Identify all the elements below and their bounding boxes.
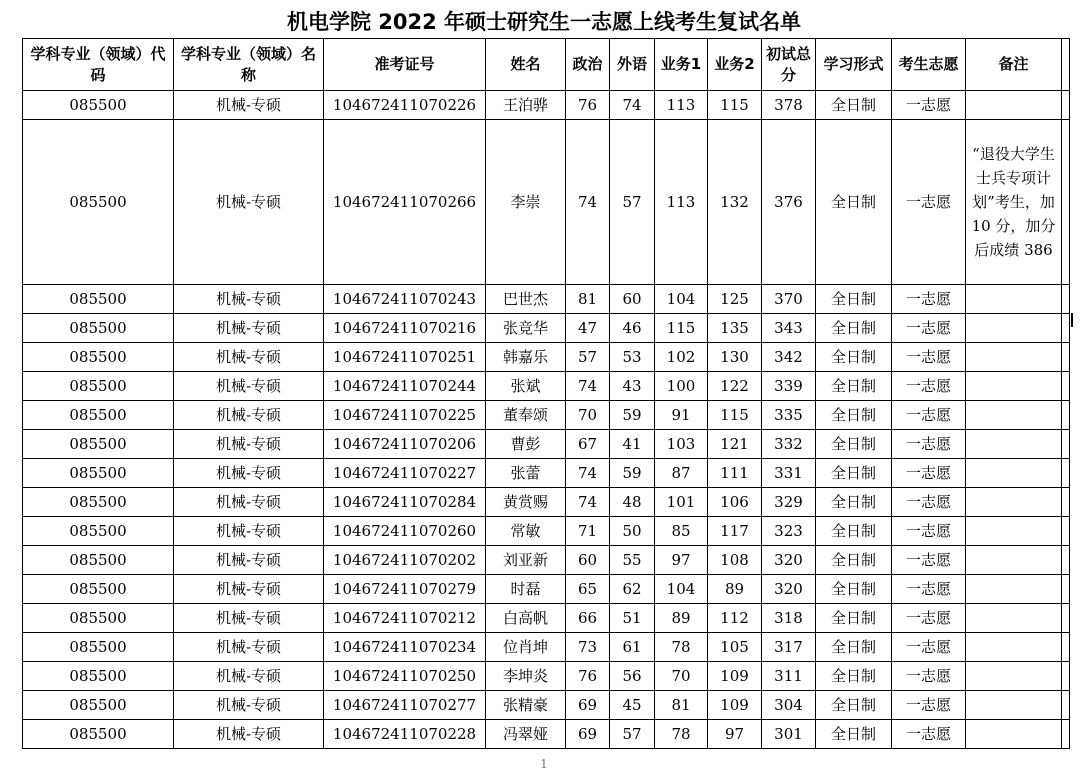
discipline-code-cell: 085500 xyxy=(23,633,174,662)
discipline-name-cell: 机械-专硕 xyxy=(174,604,324,633)
study-mode-cell: 全日制 xyxy=(816,488,892,517)
subject2-score-cell: 122 xyxy=(708,372,762,401)
application-choice-cell: 一志愿 xyxy=(892,633,966,662)
discipline-name-cell: 机械-专硕 xyxy=(174,285,324,314)
candidate-name-cell: 李崇 xyxy=(486,120,566,285)
candidate-name-cell: 刘亚新 xyxy=(486,546,566,575)
candidate-name-cell: 时磊 xyxy=(486,575,566,604)
blank-column-header xyxy=(1062,39,1070,91)
candidate-name-cell: 张精豪 xyxy=(486,691,566,720)
politics-score-cell: 76 xyxy=(566,662,610,691)
table-row xyxy=(23,691,1070,720)
total-score-cell: 335 xyxy=(762,401,816,430)
language-score-cell: 43 xyxy=(610,372,655,401)
candidate-name-cell: 曹彭 xyxy=(486,430,566,459)
study-mode-cell: 全日制 xyxy=(816,314,892,343)
language-score-cell: 50 xyxy=(610,517,655,546)
table-row xyxy=(23,517,1070,546)
language-score-cell: 53 xyxy=(610,343,655,372)
politics-score-cell: 74 xyxy=(566,459,610,488)
subject1-score-cell: 102 xyxy=(655,343,708,372)
remark-cell: “退役大学生士兵专项计划”考生，加 10 分，加分后成绩 386 xyxy=(966,120,1062,285)
table-row xyxy=(23,633,1070,662)
remark-cell xyxy=(966,343,1062,372)
discipline-name-cell: 机械-专硕 xyxy=(174,459,324,488)
total-score-cell: 331 xyxy=(762,459,816,488)
discipline-code-cell: 085500 xyxy=(23,488,174,517)
remark-cell xyxy=(966,662,1062,691)
blank-cell xyxy=(1062,720,1070,749)
subject2-score-cell: 111 xyxy=(708,459,762,488)
politics-score-cell: 67 xyxy=(566,430,610,459)
table-row xyxy=(23,285,1070,314)
total-score-cell: 376 xyxy=(762,120,816,285)
table-row xyxy=(23,343,1070,372)
discipline-name-cell: 机械-专硕 xyxy=(174,343,324,372)
total-score-cell: 339 xyxy=(762,372,816,401)
exam-id-cell: 104672411070227 xyxy=(324,459,486,488)
study-mode-cell: 全日制 xyxy=(816,343,892,372)
discipline-code-cell: 085500 xyxy=(23,662,174,691)
subject2-score-cell: 97 xyxy=(708,720,762,749)
remark-cell xyxy=(966,430,1062,459)
subject1-score-cell: 70 xyxy=(655,662,708,691)
blank-cell xyxy=(1062,546,1070,575)
margin-mark xyxy=(1071,313,1073,327)
column-header: 外语 xyxy=(610,39,655,91)
subject1-score-cell: 78 xyxy=(655,720,708,749)
exam-id-cell: 104672411070202 xyxy=(324,546,486,575)
politics-score-cell: 74 xyxy=(566,372,610,401)
language-score-cell: 55 xyxy=(610,546,655,575)
blank-cell xyxy=(1062,633,1070,662)
politics-score-cell: 69 xyxy=(566,691,610,720)
study-mode-cell: 全日制 xyxy=(816,662,892,691)
discipline-code-cell: 085500 xyxy=(23,720,174,749)
candidate-name-cell: 韩嘉乐 xyxy=(486,343,566,372)
study-mode-cell: 全日制 xyxy=(816,517,892,546)
discipline-name-cell: 机械-专硕 xyxy=(174,691,324,720)
subject2-score-cell: 121 xyxy=(708,430,762,459)
language-score-cell: 45 xyxy=(610,691,655,720)
column-header: 学科专业（领域）代码 xyxy=(23,39,174,91)
exam-id-cell: 104672411070266 xyxy=(324,120,486,285)
exam-id-cell: 104672411070277 xyxy=(324,691,486,720)
discipline-name-cell: 机械-专硕 xyxy=(174,662,324,691)
exam-id-cell: 104672411070206 xyxy=(324,430,486,459)
candidate-name-cell: 张蕾 xyxy=(486,459,566,488)
study-mode-cell: 全日制 xyxy=(816,91,892,120)
language-score-cell: 48 xyxy=(610,488,655,517)
candidate-name-cell: 董奉颂 xyxy=(486,401,566,430)
remark-cell xyxy=(966,459,1062,488)
subject1-score-cell: 104 xyxy=(655,575,708,604)
subject1-score-cell: 89 xyxy=(655,604,708,633)
blank-cell xyxy=(1062,691,1070,720)
study-mode-cell: 全日制 xyxy=(816,401,892,430)
politics-score-cell: 69 xyxy=(566,720,610,749)
application-choice-cell: 一志愿 xyxy=(892,720,966,749)
candidate-name-cell: 白高帆 xyxy=(486,604,566,633)
application-choice-cell: 一志愿 xyxy=(892,120,966,285)
blank-cell xyxy=(1062,459,1070,488)
discipline-code-cell: 085500 xyxy=(23,343,174,372)
remark-cell xyxy=(966,604,1062,633)
application-choice-cell: 一志愿 xyxy=(892,488,966,517)
blank-cell xyxy=(1062,285,1070,314)
subject1-score-cell: 81 xyxy=(655,691,708,720)
application-choice-cell: 一志愿 xyxy=(892,430,966,459)
blank-cell xyxy=(1062,430,1070,459)
application-choice-cell: 一志愿 xyxy=(892,314,966,343)
discipline-name-cell: 机械-专硕 xyxy=(174,633,324,662)
discipline-code-cell: 085500 xyxy=(23,604,174,633)
table-row xyxy=(23,401,1070,430)
politics-score-cell: 74 xyxy=(566,488,610,517)
politics-score-cell: 60 xyxy=(566,546,610,575)
language-score-cell: 57 xyxy=(610,720,655,749)
exam-id-cell: 104672411070234 xyxy=(324,633,486,662)
language-score-cell: 41 xyxy=(610,430,655,459)
blank-cell xyxy=(1062,517,1070,546)
discipline-code-cell: 085500 xyxy=(23,285,174,314)
subject2-score-cell: 108 xyxy=(708,546,762,575)
blank-cell xyxy=(1062,120,1070,285)
remark-cell xyxy=(966,488,1062,517)
discipline-code-cell: 085500 xyxy=(23,691,174,720)
discipline-name-cell: 机械-专硕 xyxy=(174,546,324,575)
total-score-cell: 317 xyxy=(762,633,816,662)
subject1-score-cell: 113 xyxy=(655,120,708,285)
application-choice-cell: 一志愿 xyxy=(892,372,966,401)
discipline-code-cell: 085500 xyxy=(23,91,174,120)
study-mode-cell: 全日制 xyxy=(816,372,892,401)
subject2-score-cell: 115 xyxy=(708,401,762,430)
politics-score-cell: 81 xyxy=(566,285,610,314)
total-score-cell: 332 xyxy=(762,430,816,459)
remark-cell xyxy=(966,720,1062,749)
politics-score-cell: 76 xyxy=(566,91,610,120)
subject1-score-cell: 85 xyxy=(655,517,708,546)
application-choice-cell: 一志愿 xyxy=(892,343,966,372)
blank-cell xyxy=(1062,401,1070,430)
discipline-code-cell: 085500 xyxy=(23,546,174,575)
subject1-score-cell: 104 xyxy=(655,285,708,314)
language-score-cell: 59 xyxy=(610,459,655,488)
blank-cell xyxy=(1062,314,1070,343)
subject1-score-cell: 113 xyxy=(655,91,708,120)
subject2-score-cell: 105 xyxy=(708,633,762,662)
remark-cell xyxy=(966,575,1062,604)
study-mode-cell: 全日制 xyxy=(816,633,892,662)
politics-score-cell: 47 xyxy=(566,314,610,343)
discipline-code-cell: 085500 xyxy=(23,120,174,285)
subject2-score-cell: 115 xyxy=(708,91,762,120)
application-choice-cell: 一志愿 xyxy=(892,91,966,120)
total-score-cell: 342 xyxy=(762,343,816,372)
language-score-cell: 57 xyxy=(610,120,655,285)
table-row xyxy=(23,488,1070,517)
total-score-cell: 304 xyxy=(762,691,816,720)
discipline-code-cell: 085500 xyxy=(23,314,174,343)
remark-cell xyxy=(966,633,1062,662)
table-row xyxy=(23,575,1070,604)
language-score-cell: 56 xyxy=(610,662,655,691)
exam-id-cell: 104672411070226 xyxy=(324,91,486,120)
exam-id-cell: 104672411070260 xyxy=(324,517,486,546)
column-header: 考生志愿 xyxy=(892,39,966,91)
total-score-cell: 329 xyxy=(762,488,816,517)
language-score-cell: 62 xyxy=(610,575,655,604)
table-row xyxy=(23,662,1070,691)
application-choice-cell: 一志愿 xyxy=(892,459,966,488)
discipline-name-cell: 机械-专硕 xyxy=(174,517,324,546)
candidate-name-cell: 常敏 xyxy=(486,517,566,546)
candidate-name-cell: 张竞华 xyxy=(486,314,566,343)
candidate-name-cell: 黄赏赐 xyxy=(486,488,566,517)
study-mode-cell: 全日制 xyxy=(816,691,892,720)
blank-cell xyxy=(1062,488,1070,517)
subject1-score-cell: 78 xyxy=(655,633,708,662)
language-score-cell: 60 xyxy=(610,285,655,314)
column-header: 备注 xyxy=(966,39,1062,91)
application-choice-cell: 一志愿 xyxy=(892,285,966,314)
politics-score-cell: 65 xyxy=(566,575,610,604)
discipline-name-cell: 机械-专硕 xyxy=(174,120,324,285)
table-row xyxy=(23,91,1070,120)
discipline-name-cell: 机械-专硕 xyxy=(174,430,324,459)
blank-cell xyxy=(1062,604,1070,633)
language-score-cell: 51 xyxy=(610,604,655,633)
discipline-code-cell: 085500 xyxy=(23,430,174,459)
subject2-score-cell: 112 xyxy=(708,604,762,633)
blank-cell xyxy=(1062,91,1070,120)
language-score-cell: 46 xyxy=(610,314,655,343)
study-mode-cell: 全日制 xyxy=(816,430,892,459)
total-score-cell: 301 xyxy=(762,720,816,749)
subject1-score-cell: 97 xyxy=(655,546,708,575)
table-row xyxy=(23,546,1070,575)
column-header: 学科专业（领域）名称 xyxy=(174,39,324,91)
total-score-cell: 320 xyxy=(762,575,816,604)
subject2-score-cell: 132 xyxy=(708,120,762,285)
page-number: 1 xyxy=(540,757,548,771)
total-score-cell: 323 xyxy=(762,517,816,546)
candidate-name-cell: 冯翠娅 xyxy=(486,720,566,749)
candidate-name-cell: 李坤炎 xyxy=(486,662,566,691)
page-title: 机电学院 2022 年硕士研究生一志愿上线考生复试名单 xyxy=(286,10,802,34)
blank-cell xyxy=(1062,372,1070,401)
candidate-name-cell: 王泊骅 xyxy=(486,91,566,120)
table-row xyxy=(23,430,1070,459)
exam-id-cell: 104672411070216 xyxy=(324,314,486,343)
application-choice-cell: 一志愿 xyxy=(892,546,966,575)
application-choice-cell: 一志愿 xyxy=(892,662,966,691)
politics-score-cell: 73 xyxy=(566,633,610,662)
column-header: 初试总分 xyxy=(762,39,816,91)
total-score-cell: 378 xyxy=(762,91,816,120)
application-choice-cell: 一志愿 xyxy=(892,517,966,546)
study-mode-cell: 全日制 xyxy=(816,120,892,285)
table-header-row xyxy=(23,39,1070,91)
politics-score-cell: 71 xyxy=(566,517,610,546)
table-row xyxy=(23,459,1070,488)
discipline-name-cell: 机械-专硕 xyxy=(174,401,324,430)
candidate-name-cell: 巴世杰 xyxy=(486,285,566,314)
remark-cell xyxy=(966,314,1062,343)
blank-cell xyxy=(1062,343,1070,372)
total-score-cell: 318 xyxy=(762,604,816,633)
table-row xyxy=(23,720,1070,749)
study-mode-cell: 全日制 xyxy=(816,575,892,604)
study-mode-cell: 全日制 xyxy=(816,546,892,575)
subject2-score-cell: 125 xyxy=(708,285,762,314)
study-mode-cell: 全日制 xyxy=(816,604,892,633)
discipline-code-cell: 085500 xyxy=(23,372,174,401)
subject2-score-cell: 130 xyxy=(708,343,762,372)
subject2-score-cell: 89 xyxy=(708,575,762,604)
exam-id-cell: 104672411070284 xyxy=(324,488,486,517)
application-choice-cell: 一志愿 xyxy=(892,401,966,430)
subject2-score-cell: 109 xyxy=(708,662,762,691)
candidate-name-cell: 位肖坤 xyxy=(486,633,566,662)
remark-cell xyxy=(966,401,1062,430)
column-header: 姓名 xyxy=(486,39,566,91)
discipline-code-cell: 085500 xyxy=(23,459,174,488)
subject1-score-cell: 91 xyxy=(655,401,708,430)
application-choice-cell: 一志愿 xyxy=(892,575,966,604)
subject2-score-cell: 117 xyxy=(708,517,762,546)
discipline-code-cell: 085500 xyxy=(23,401,174,430)
table-row xyxy=(23,372,1070,401)
application-choice-cell: 一志愿 xyxy=(892,691,966,720)
discipline-name-cell: 机械-专硕 xyxy=(174,372,324,401)
discipline-name-cell: 机械-专硕 xyxy=(174,720,324,749)
blank-cell xyxy=(1062,575,1070,604)
discipline-code-cell: 085500 xyxy=(23,517,174,546)
total-score-cell: 370 xyxy=(762,285,816,314)
exam-id-cell: 104672411070225 xyxy=(324,401,486,430)
subject2-score-cell: 135 xyxy=(708,314,762,343)
study-mode-cell: 全日制 xyxy=(816,720,892,749)
table-row xyxy=(23,604,1070,633)
discipline-code-cell: 085500 xyxy=(23,575,174,604)
politics-score-cell: 57 xyxy=(566,343,610,372)
exam-id-cell: 104672411070243 xyxy=(324,285,486,314)
total-score-cell: 320 xyxy=(762,546,816,575)
remark-cell xyxy=(966,372,1062,401)
table-row xyxy=(23,314,1070,343)
study-mode-cell: 全日制 xyxy=(816,459,892,488)
subject2-score-cell: 106 xyxy=(708,488,762,517)
discipline-name-cell: 机械-专硕 xyxy=(174,488,324,517)
subject1-score-cell: 100 xyxy=(655,372,708,401)
remark-cell xyxy=(966,91,1062,120)
politics-score-cell: 70 xyxy=(566,401,610,430)
subject1-score-cell: 103 xyxy=(655,430,708,459)
total-score-cell: 343 xyxy=(762,314,816,343)
politics-score-cell: 74 xyxy=(566,120,610,285)
language-score-cell: 61 xyxy=(610,633,655,662)
remark-cell xyxy=(966,546,1062,575)
discipline-name-cell: 机械-专硕 xyxy=(174,575,324,604)
language-score-cell: 59 xyxy=(610,401,655,430)
politics-score-cell: 66 xyxy=(566,604,610,633)
total-score-cell: 311 xyxy=(762,662,816,691)
column-header: 政治 xyxy=(566,39,610,91)
subject1-score-cell: 87 xyxy=(655,459,708,488)
discipline-name-cell: 机械-专硕 xyxy=(174,91,324,120)
candidate-name-cell: 张斌 xyxy=(486,372,566,401)
exam-id-cell: 104672411070250 xyxy=(324,662,486,691)
remark-cell xyxy=(966,285,1062,314)
column-header: 准考证号 xyxy=(324,39,486,91)
discipline-name-cell: 机械-专硕 xyxy=(174,314,324,343)
table-row xyxy=(23,120,1070,285)
study-mode-cell: 全日制 xyxy=(816,285,892,314)
remark-cell xyxy=(966,691,1062,720)
column-header: 业务2 xyxy=(708,39,762,91)
column-header: 业务1 xyxy=(655,39,708,91)
exam-id-cell: 104672411070244 xyxy=(324,372,486,401)
subject1-score-cell: 101 xyxy=(655,488,708,517)
column-header: 学习形式 xyxy=(816,39,892,91)
subject2-score-cell: 109 xyxy=(708,691,762,720)
language-score-cell: 74 xyxy=(610,91,655,120)
application-choice-cell: 一志愿 xyxy=(892,604,966,633)
exam-id-cell: 104672411070212 xyxy=(324,604,486,633)
remark-cell xyxy=(966,517,1062,546)
blank-cell xyxy=(1062,662,1070,691)
exam-id-cell: 104672411070251 xyxy=(324,343,486,372)
candidate-table xyxy=(22,38,1070,749)
table-body xyxy=(23,91,1070,749)
exam-id-cell: 104672411070279 xyxy=(324,575,486,604)
subject1-score-cell: 115 xyxy=(655,314,708,343)
exam-id-cell: 104672411070228 xyxy=(324,720,486,749)
